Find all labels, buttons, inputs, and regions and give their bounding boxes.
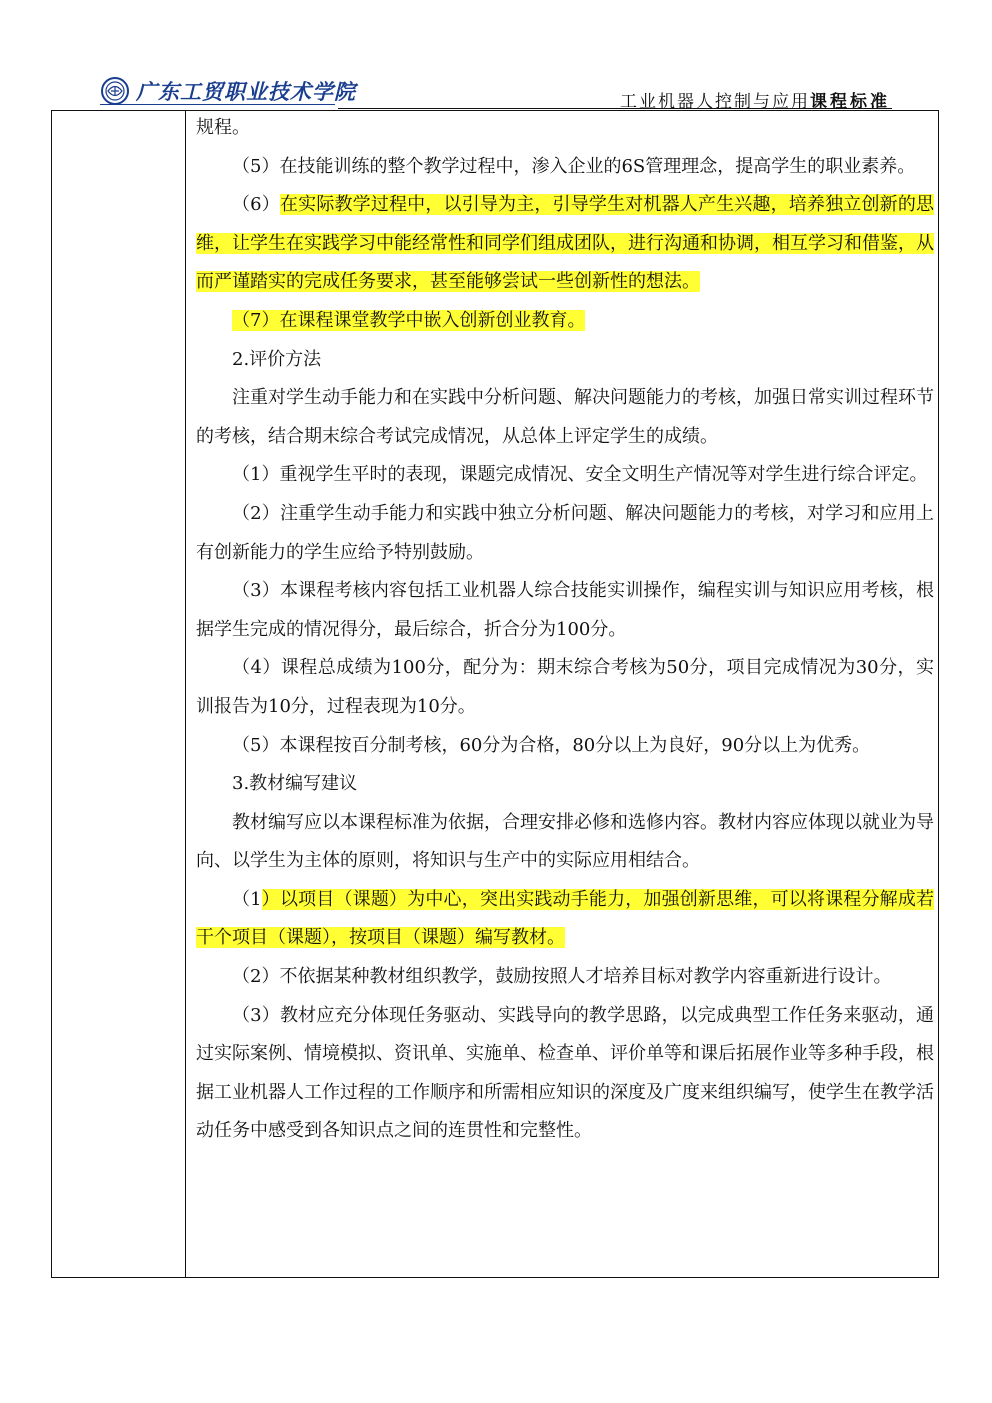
paragraph-textbook-intro: 教材编写应以本课程标准为依据，合理安排必修和选修内容。教材内容应体现以就业为导向、以学生为主体的原则，将知识与生产中的实际应用相结合。	[196, 811, 934, 872]
paragraph-textbook-1	[196, 881, 934, 958]
paragraph-textbook-3: （3）教材应充分体现任务驱动、实践导向的教学思路，以完成典型工作任务来驱动，通过实际案例、情境模拟、资讯单、实施单、检查单、评价单等和课后拓展作业等多种手段，根据工业机器人工作过程的工作顺序和所需相应知识的深度及广度来组织编写，使学生在教学活动任务中感受到各知识点之间的连贯性和完整性。	[196, 1004, 934, 1142]
highlighted-text: （7）在课程课堂教学中嵌入创新创业教育。	[232, 309, 586, 331]
paragraph-eval-3: （3）本课程考核内容包括工业机器人综合技能实训操作，编程实训与知识应用考核，根据学生完成的情况得分，最后综合，折合分为100分。	[196, 580, 934, 640]
section-title-textbook: 3.教材编写建议	[232, 773, 358, 795]
page-header	[100, 70, 892, 110]
paragraph-eval-4: （4）课程总成绩为100分，配分为：期末综合考核为50分，项目完成情况为30分，实训报告为10分，过程表现为10分。	[196, 657, 934, 717]
paragraph-evaluation-intro: 注重对学生动手能力和在实践中分析问题、解决问题能力的考核，加强日常实训过程环节的考核，结合期末综合考试完成情况，从总体上评定学生的成绩。	[196, 387, 934, 447]
textbook-1-prefix: （1	[232, 888, 262, 910]
section-title-evaluation: 2.评价方法	[232, 348, 322, 370]
content-table	[51, 110, 939, 1278]
paragraph-eval-1: （1）重视学生平时的表现，课题完成情况、安全文明生产情况等对学生进行综合评定。	[232, 464, 928, 486]
paragraph-continuation: 规程。	[196, 117, 250, 138]
paragraph-item-6	[196, 186, 934, 302]
paragraph-item-7	[196, 302, 934, 341]
document-type: 课程标准	[810, 92, 890, 112]
highlighted-text: 在实际教学过程中，以引导为主，引导学生对机器人产生兴趣，培养独立创新的思维，让学生在实践学习中能经常性和同学们组成团队，进行沟通和协调，相互学习和借鉴，从而严谨踏实的完成任务要求，甚至能够尝试一些创新性的想法。	[196, 194, 934, 293]
table-content-cell	[196, 109, 934, 1151]
school-name: 广东工贸职业技术学院	[136, 79, 356, 104]
table-left-column	[52, 111, 186, 1277]
course-name: 工业机器人控制与应用	[620, 92, 810, 112]
logo-underline	[100, 104, 335, 105]
highlighted-text: ）以项目（课题）为中心，突出实践动手能力，加强创新思维，可以将课程分解成若干个项目（课题），按项目（课题）编写教材。	[196, 888, 934, 949]
paragraph-textbook-2: （2）不依据某种教材组织教学，鼓励按照人才培养目标对教学内容重新进行设计。	[232, 966, 892, 988]
paragraph-item-5: （5）在技能训练的整个教学过程中，渗入企业的6S管理理念，提高学生的职业素养。	[232, 155, 916, 177]
school-emblem-icon	[100, 76, 130, 106]
school-logo	[100, 76, 356, 106]
item-6-prefix: （6）	[232, 194, 280, 216]
paragraph-eval-2: （2）注重学生动手能力和实践中独立分析问题、解决问题能力的考核，对学习和应用上有创新能力的学生应给予特别鼓励。	[196, 502, 934, 563]
paragraph-eval-5: （5）本课程按百分制考核，60分为合格，80分以上为良好，90分以上为优秀。	[232, 734, 871, 756]
